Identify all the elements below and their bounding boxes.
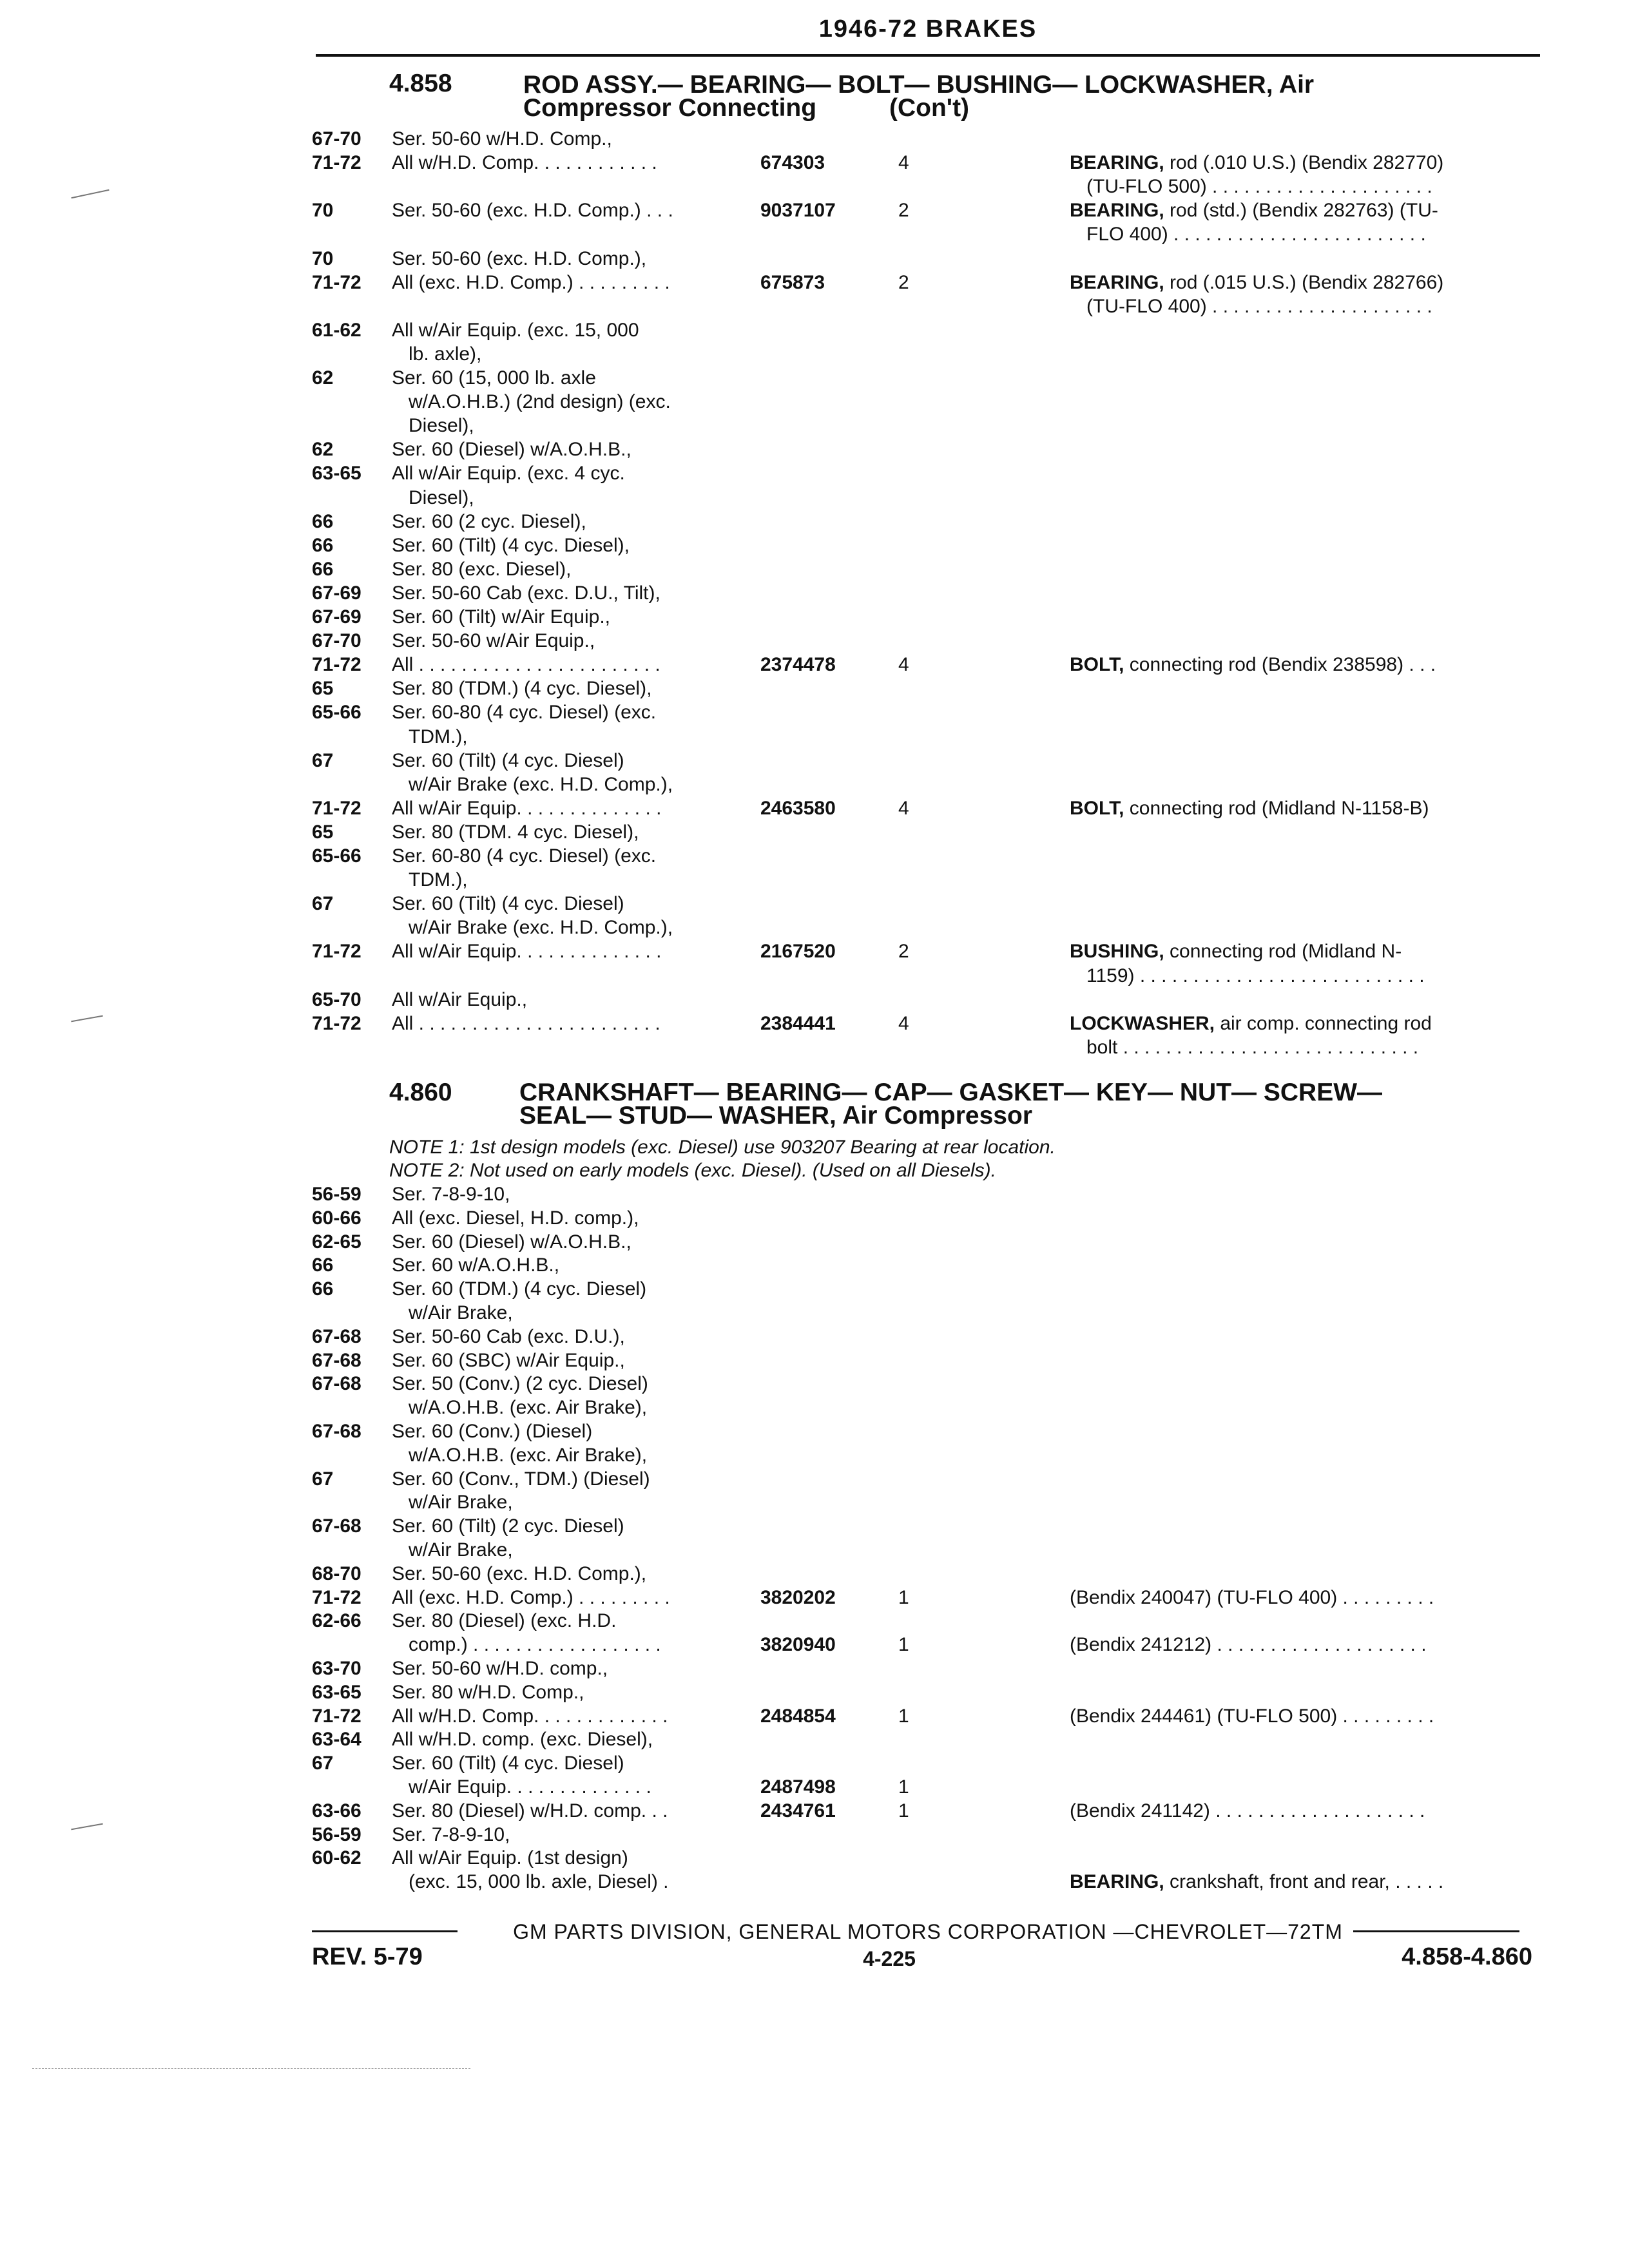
application: Ser. 60-80 (4 cyc. Diesel) (exc. <box>392 845 657 867</box>
model-years: 60-66 <box>312 1207 361 1229</box>
margin-mark <box>32 2068 470 2069</box>
part-number: 2374478 <box>760 654 836 676</box>
part-detail: crankshaft, front and rear, . . . . . <box>1164 1871 1444 1893</box>
model-years: 68-70 <box>312 1562 361 1584</box>
part-number: 2484854 <box>760 1705 836 1727</box>
section-continued-label: (Con't) <box>889 94 970 122</box>
part-name: BEARING, <box>1070 200 1164 222</box>
model-years: 67 <box>312 1753 334 1774</box>
quantity: 4 <box>898 797 909 819</box>
part-description <box>1070 271 1443 294</box>
part-detail: connecting rod (Bendix 238598) . . . <box>1124 654 1436 676</box>
part-description <box>1070 653 1436 677</box>
application: Ser. 7-8-9-10, <box>392 1184 510 1205</box>
quantity: 1 <box>898 1586 909 1608</box>
model-years: 65 <box>312 678 334 700</box>
application: Ser. 60 (Tilt) (2 cyc. Diesel) <box>392 1515 624 1537</box>
section-title-line1: CRANKSHAFT— BEARING— CAP— GASKET— KEY— NUT— SCREW— <box>519 1079 1383 1106</box>
model-years: 67-69 <box>312 582 361 604</box>
model-years: 67-69 <box>312 606 361 628</box>
model-years: 62-65 <box>312 1231 361 1253</box>
application: Ser. 60 (SBC) w/Air Equip., <box>392 1349 625 1371</box>
application: Ser. 60-80 (4 cyc. Diesel) (exc. <box>392 702 657 724</box>
quantity: 1 <box>898 1634 909 1656</box>
part-detail: (Bendix 244461) (TU-FLO 500) . . . . . . . . . <box>1070 1705 1434 1727</box>
part-description <box>1070 199 1438 222</box>
model-years: 71-72 <box>312 1012 361 1034</box>
part-description <box>1070 1800 1425 1823</box>
model-years: 65 <box>312 821 334 843</box>
application: Ser. 60 (Tilt) (4 cyc. Diesel) <box>392 749 624 771</box>
application: All w/Air Equip. (exc. 15, 000 <box>392 319 639 341</box>
part-description <box>1086 295 1432 318</box>
part-name: LOCKWASHER, <box>1070 1012 1215 1034</box>
section-number: 4.860 <box>389 1079 452 1106</box>
application: Ser. 80 (Diesel) w/H.D. comp. . . <box>392 1800 668 1821</box>
application: All . . . . . . . . . . . . . . . . . . . . . . . <box>392 1012 660 1034</box>
model-years: 71-72 <box>312 941 361 963</box>
application: Ser. 60 (Tilt) (4 cyc. Diesel) <box>392 1753 624 1774</box>
application: Ser. 50-60 w/H.D. Comp., <box>392 128 612 149</box>
application: Ser. 60 (Diesel) w/A.O.H.B., <box>392 1231 631 1253</box>
model-years: 56-59 <box>312 1823 361 1845</box>
model-years: 62-66 <box>312 1610 361 1632</box>
part-detail: connecting rod (Midland N-1158-B) <box>1124 797 1429 819</box>
margin-mark <box>71 1823 103 1831</box>
part-detail: (TU-FLO 500) . . . . . . . . . . . . . . . . . . . . . <box>1086 176 1432 198</box>
quantity: 2 <box>898 941 909 963</box>
model-years: 71-72 <box>312 1705 361 1727</box>
application: (exc. 15, 000 lb. axle, Diesel) . <box>409 1871 669 1893</box>
part-detail: (Bendix 241142) . . . . . . . . . . . . . . . . . . . . <box>1070 1800 1425 1821</box>
revision-label: REV. 5-79 <box>312 1943 423 1970</box>
application: Ser. 7-8-9-10, <box>392 1823 510 1845</box>
section-number: 4.858 <box>389 70 452 97</box>
application: w/Air Brake, <box>409 1492 513 1514</box>
part-description <box>1070 797 1429 820</box>
application: Ser. 80 (TDM. 4 cyc. Diesel), <box>392 821 639 843</box>
model-years: 67-68 <box>312 1349 361 1371</box>
application: w/A.O.H.B.) (2nd design) (exc. <box>409 391 671 413</box>
application: All w/Air Equip., <box>392 988 528 1010</box>
model-years: 61-62 <box>312 319 361 341</box>
model-years: 63-64 <box>312 1729 361 1751</box>
page-number: 4-225 <box>863 1947 916 1970</box>
footer-publisher: GM PARTS DIVISION, GENERAL MOTORS CORPORATION —CHEVROLET—72TM <box>513 1920 1343 1943</box>
model-years: 62 <box>312 367 334 389</box>
part-detail: bolt . . . . . . . . . . . . . . . . . . . . . . . . . . . . <box>1086 1036 1419 1058</box>
part-detail: (Bendix 241212) . . . . . . . . . . . . . . . . . . . . <box>1070 1634 1427 1656</box>
model-years: 66 <box>312 510 334 532</box>
model-years: 67-68 <box>312 1325 361 1347</box>
section-title-line2: SEAL— STUD— WASHER, Air Compressor <box>519 1102 1032 1129</box>
application: All (exc. H.D. Comp.) . . . . . . . . . <box>392 271 670 293</box>
application: Ser. 60 (TDM.) (4 cyc. Diesel) <box>392 1278 647 1300</box>
model-years: 60-62 <box>312 1847 361 1869</box>
model-years: 56-59 <box>312 1184 361 1205</box>
application: All w/Air Equip. (exc. 4 cyc. <box>392 463 625 485</box>
part-description <box>1070 1705 1434 1728</box>
part-number: 2167520 <box>760 941 836 963</box>
part-number: 2384441 <box>760 1012 836 1034</box>
model-years: 70 <box>312 200 334 222</box>
application: w/Air Equip. . . . . . . . . . . . . . <box>409 1776 651 1798</box>
application: TDM.), <box>409 869 468 891</box>
quantity: 1 <box>898 1705 909 1727</box>
part-number: 2487498 <box>760 1776 836 1798</box>
application: All w/Air Equip. . . . . . . . . . . . . . <box>392 941 662 963</box>
model-years: 67-68 <box>312 1515 361 1537</box>
model-years: 66 <box>312 1278 334 1300</box>
model-years: 71-72 <box>312 152 361 174</box>
margin-mark <box>71 1015 103 1023</box>
application: Ser. 80 w/H.D. Comp., <box>392 1681 584 1703</box>
model-years: 71-72 <box>312 271 361 293</box>
model-years: 67 <box>312 1468 334 1490</box>
part-name: BEARING, <box>1070 1871 1164 1893</box>
application: Ser. 60 (15, 000 lb. axle <box>392 367 596 389</box>
section-title-line1: ROD ASSY.— BEARING— BOLT— BUSHING— LOCKWASHER, Air <box>523 71 1315 99</box>
model-years: 67-68 <box>312 1421 361 1442</box>
application: Ser. 60 (Tilt) (4 cyc. Diesel) <box>392 893 624 915</box>
part-number: 9037107 <box>760 200 836 222</box>
application: All (exc. Diesel, H.D. comp.), <box>392 1207 639 1229</box>
application: All w/H.D. comp. (exc. Diesel), <box>392 1729 653 1751</box>
model-years: 67 <box>312 893 334 915</box>
section-title-line2: Compressor Connecting <box>523 94 817 122</box>
section-note: NOTE 1: 1st design models (exc. Diesel) use 903207 Bearing at rear location. <box>389 1137 1055 1158</box>
application: Ser. 50-60 (exc. H.D. Comp.) . . . <box>392 200 673 222</box>
part-description <box>1086 965 1425 988</box>
model-years: 63-66 <box>312 1800 361 1821</box>
part-description <box>1070 1586 1434 1610</box>
model-years: 66 <box>312 1254 334 1276</box>
part-name: BUSHING, <box>1070 941 1164 963</box>
application: All w/Air Equip. (1st design) <box>392 1847 628 1869</box>
application: Ser. 60 (2 cyc. Diesel), <box>392 510 586 532</box>
section-note: NOTE 2: Not used on early models (exc. Diesel). (Used on all Diesels). <box>389 1160 997 1181</box>
part-detail: rod (std.) (Bendix 282763) (TU- <box>1164 200 1438 222</box>
application: Ser. 50-60 w/Air Equip., <box>392 630 595 652</box>
part-description <box>1086 175 1432 198</box>
application: Ser. 60 (Diesel) w/A.O.H.B., <box>392 439 631 461</box>
application: Ser. 60 (Conv.) (Diesel) <box>392 1421 593 1442</box>
part-detail: FLO 400) . . . . . . . . . . . . . . . . . . . . . . . . <box>1086 224 1426 245</box>
model-years: 63-65 <box>312 1681 361 1703</box>
quantity: 1 <box>898 1776 909 1798</box>
quantity: 1 <box>898 1800 909 1821</box>
application: Ser. 60 (Tilt) w/Air Equip., <box>392 606 610 628</box>
application: Diesel), <box>409 486 474 508</box>
part-detail: air comp. connecting rod <box>1215 1012 1432 1034</box>
application: Ser. 60 w/A.O.H.B., <box>392 1254 560 1276</box>
model-years: 67 <box>312 749 334 771</box>
application: All w/H.D. Comp. . . . . . . . . . . . . <box>392 1705 668 1727</box>
model-years: 71-72 <box>312 797 361 819</box>
section-range: 4.858-4.860 <box>1402 1943 1532 1970</box>
application: All w/Air Equip. . . . . . . . . . . . . . <box>392 797 662 819</box>
application: lb. axle), <box>409 343 482 365</box>
application: All . . . . . . . . . . . . . . . . . . . . . . . <box>392 654 660 676</box>
application: Ser. 50-60 (exc. H.D. Comp.), <box>392 1562 647 1584</box>
part-description <box>1070 151 1443 175</box>
application: w/Air Brake (exc. H.D. Comp.), <box>409 917 673 939</box>
part-detail: connecting rod (Midland N- <box>1164 941 1402 963</box>
application: Diesel), <box>409 415 474 437</box>
application: Ser. 50-60 w/H.D. comp., <box>392 1658 608 1679</box>
part-name: BOLT, <box>1070 654 1124 676</box>
part-detail: 1159) . . . . . . . . . . . . . . . . . . . . . . . . . . . <box>1086 965 1425 986</box>
model-years: 67-70 <box>312 630 361 652</box>
application: Ser. 50-60 Cab (exc. D.U., Tilt), <box>392 582 660 604</box>
part-description <box>1070 1633 1427 1657</box>
application: Ser. 50-60 (exc. H.D. Comp.), <box>392 247 647 269</box>
part-name: BOLT, <box>1070 797 1124 819</box>
model-years: 65-66 <box>312 845 361 867</box>
quantity: 2 <box>898 200 909 222</box>
application: All (exc. H.D. Comp.) . . . . . . . . . <box>392 1586 670 1608</box>
model-years: 66 <box>312 558 334 580</box>
application: w/Air Brake, <box>409 1539 513 1561</box>
part-number: 3820940 <box>760 1634 836 1656</box>
part-detail: rod (.010 U.S.) (Bendix 282770) <box>1164 152 1444 174</box>
application: w/Air Brake (exc. H.D. Comp.), <box>409 773 673 795</box>
model-years: 66 <box>312 534 334 556</box>
part-name: BEARING, <box>1070 271 1164 293</box>
model-years: 63-70 <box>312 1658 361 1679</box>
part-detail: (Bendix 240047) (TU-FLO 400) . . . . . . . . . <box>1070 1586 1434 1608</box>
quantity: 2 <box>898 271 909 293</box>
application: Ser. 80 (TDM.) (4 cyc. Diesel), <box>392 678 652 700</box>
model-years: 67-70 <box>312 128 361 149</box>
application: w/A.O.H.B. (exc. Air Brake), <box>409 1397 648 1419</box>
part-description <box>1070 1870 1443 1894</box>
part-number: 2463580 <box>760 797 836 819</box>
quantity: 4 <box>898 152 909 174</box>
model-years: 67-68 <box>312 1373 361 1395</box>
part-description <box>1070 1012 1432 1035</box>
application: All w/H.D. Comp. . . . . . . . . . . . <box>392 152 657 174</box>
part-description <box>1086 223 1426 246</box>
part-number: 2434761 <box>760 1800 836 1821</box>
application: comp.) . . . . . . . . . . . . . . . . . . <box>409 1634 661 1656</box>
application: Ser. 60 (Tilt) (4 cyc. Diesel), <box>392 534 630 556</box>
model-years: 63-65 <box>312 463 361 485</box>
part-detail: rod (.015 U.S.) (Bendix 282766) <box>1164 271 1444 293</box>
header-rule <box>316 54 1540 57</box>
part-name: BEARING, <box>1070 152 1164 174</box>
application: Ser. 80 (Diesel) (exc. H.D. <box>392 1610 617 1632</box>
model-years: 71-72 <box>312 1586 361 1608</box>
margin-mark <box>71 189 109 198</box>
application: TDM.), <box>409 726 468 747</box>
part-description <box>1086 1036 1418 1059</box>
part-detail: (TU-FLO 400) . . . . . . . . . . . . . . . . . . . . . <box>1086 295 1432 317</box>
part-number: 3820202 <box>760 1586 836 1608</box>
application: Ser. 80 (exc. Diesel), <box>392 558 572 580</box>
page-header-title: 1946-72 BRAKES <box>818 15 1037 43</box>
application: Ser. 50 (Conv.) (2 cyc. Diesel) <box>392 1373 648 1395</box>
application: w/A.O.H.B. (exc. Air Brake), <box>409 1444 648 1466</box>
part-number: 674303 <box>760 152 825 174</box>
quantity: 4 <box>898 1012 909 1034</box>
model-years: 65-70 <box>312 988 361 1010</box>
model-years: 70 <box>312 247 334 269</box>
model-years: 65-66 <box>312 702 361 724</box>
application: Ser. 60 (Conv., TDM.) (Diesel) <box>392 1468 650 1490</box>
model-years: 62 <box>312 439 334 461</box>
quantity: 4 <box>898 654 909 676</box>
model-years: 71-72 <box>312 654 361 676</box>
part-number: 675873 <box>760 271 825 293</box>
application: Ser. 50-60 Cab (exc. D.U.), <box>392 1325 625 1347</box>
application: w/Air Brake, <box>409 1302 513 1323</box>
part-description <box>1070 940 1402 963</box>
